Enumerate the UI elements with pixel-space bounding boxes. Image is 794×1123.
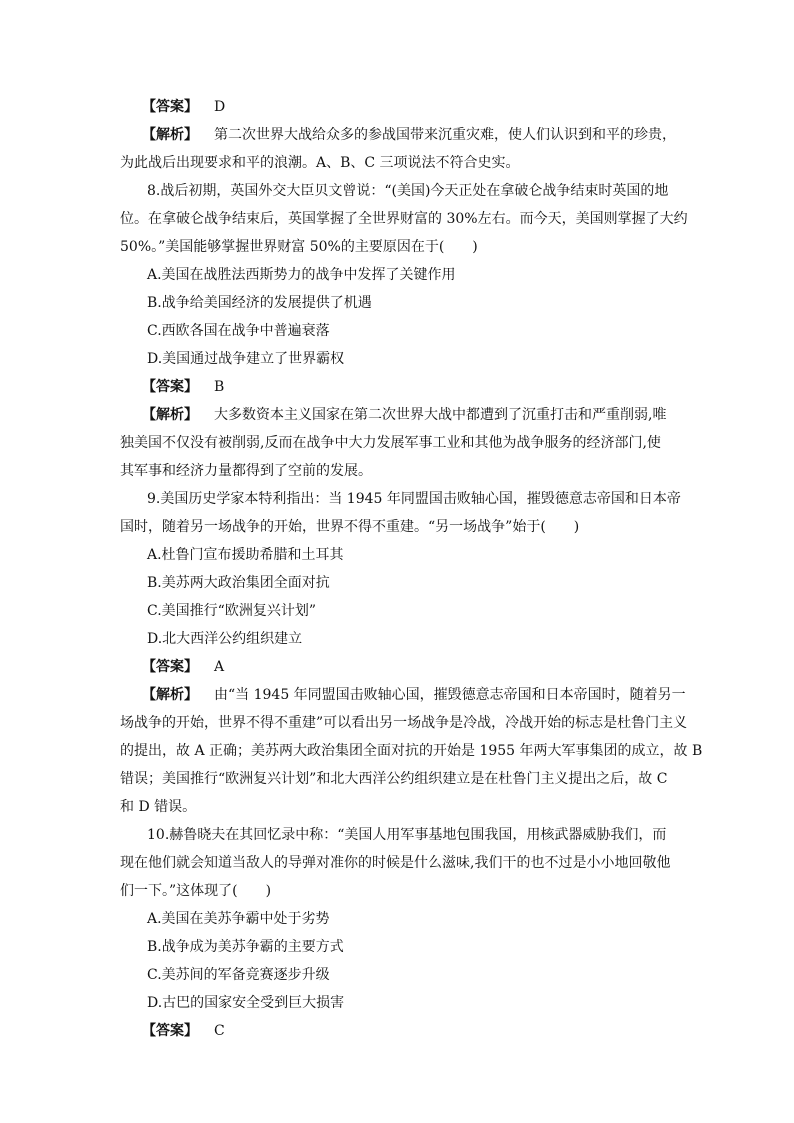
answer-value: B	[214, 379, 225, 395]
question-9-option-b: B.美苏两大政治集团全面对抗	[147, 575, 330, 591]
explanation-text: 第二次世界大战给众多的参战国带来沉重灾难，使人们认识到和平的珍贵，	[214, 127, 676, 143]
question-9-line-2: 国时，随着另一场战争的开始，世界不得不重建。“另一场战争”始于( )	[120, 519, 580, 535]
answer-8	[142, 377, 702, 397]
question-10-option-c: C.美苏间的军备竞赛逐步升级	[147, 967, 330, 983]
answer-tag: 【答案】	[142, 99, 198, 115]
explanation-tag: 【解析】	[142, 407, 198, 423]
question-10-line-1: 10.赫鲁晓夫在其回忆录中称：“美国人用军事基地包围我国，用核武器威胁我们，而	[147, 827, 667, 843]
explanation-9-line-3: 的提出，故 A 正确；美苏两大政治集团全面对抗的开始是 1955 年两大军事集团的成立，故 B	[120, 743, 703, 759]
question-10-option-a: A.美国在美苏争霸中处于劣势	[147, 911, 330, 927]
answer-tag: 【答案】	[142, 659, 198, 675]
question-8-line-2: 位。在拿破仑战争结束后，英国掌握了全世界财富的 30%左右。而今天，美国则掌握了大约	[120, 211, 688, 227]
question-10-option-d: D.古巴的国家安全受到巨大损害	[147, 995, 345, 1011]
explanation-tag: 【解析】	[142, 127, 198, 143]
question-9-option-a: A.杜鲁门宣布援助希腊和土耳其	[147, 547, 344, 563]
answer-value: C	[214, 1023, 225, 1039]
question-8-line-3: 50%。”美国能够掌握世界财富 50%的主要原因在于( )	[120, 239, 478, 255]
question-8-line-1: 8.战后初期，英国外交大臣贝文曾说：“(美国)今天正处在拿破仑战争结束时英国的地	[147, 183, 669, 199]
explanation-text: 由“当 1945 年同盟国击败轴心国，摧毁德意志帝国和日本帝国时，随着另一	[214, 687, 686, 703]
explanation-7-line-2: 为此战后出现要求和平的浪潮。A、B、C 三项说法不符合史实。	[120, 155, 520, 171]
question-8-option-d: D.美国通过战争建立了世界霸权	[147, 351, 345, 367]
question-10-line-2: 现在他们就会知道当敌人的导弹对准你的时候是什么滋味,我们干的也不过是小小地回敬他	[120, 855, 671, 871]
answer-9	[142, 657, 702, 677]
answer-10	[142, 1021, 702, 1041]
explanation-7-line-1	[142, 125, 702, 145]
explanation-tag: 【解析】	[142, 687, 198, 703]
answer-tag: 【答案】	[142, 1023, 198, 1039]
question-8-option-c: C.西欧各国在战争中普遍衰落	[147, 323, 330, 339]
answer-7	[142, 97, 702, 117]
explanation-9-line-5: 和 D 错误。	[120, 799, 197, 815]
explanation-text: 大多数资本主义国家在第二次世界大战中都遭到了沉重打击和严重削弱,唯	[214, 407, 667, 423]
answer-value: D	[214, 99, 226, 115]
question-10-option-b: B.战争成为美苏争霸的主要方式	[147, 939, 344, 955]
explanation-9-line-4: 错误；美国推行“欧洲复兴计划”和北大西洋公约组织建立是在杜鲁门主义提出之后，故 C	[120, 771, 668, 787]
question-10-line-3: 们一下。”这体现了( )	[120, 883, 272, 899]
question-8-option-a: A.美国在战胜法西斯势力的战争中发挥了关键作用	[147, 267, 456, 283]
answer-tag: 【答案】	[142, 379, 198, 395]
question-8-option-b: B.战争给美国经济的发展提供了机遇	[147, 295, 372, 311]
explanation-8-line-3: 其军事和经济力量都得到了空前的发展。	[120, 463, 372, 479]
answer-value: A	[214, 659, 225, 675]
explanation-9-line-1	[142, 685, 702, 705]
question-9-option-c: C.美国推行“欧洲复兴计划”	[147, 603, 316, 619]
question-9-option-d: D.北大西洋公约组织建立	[147, 631, 303, 647]
explanation-8-line-2: 独美国不仅没有被削弱,反而在战争中大力发展军事工业和其他为战争服务的经济部门,使	[120, 435, 661, 451]
explanation-9-line-2: 场战争的开始，世界不得不重建”可以看出另一场战争是冷战，冷战开始的标志是杜鲁门主义	[120, 715, 688, 731]
explanation-8-line-1	[142, 405, 702, 425]
question-9-line-1: 9.美国历史学家本特利指出：当 1945 年同盟国击败轴心国，摧毁德意志帝国和日本帝	[147, 491, 681, 507]
